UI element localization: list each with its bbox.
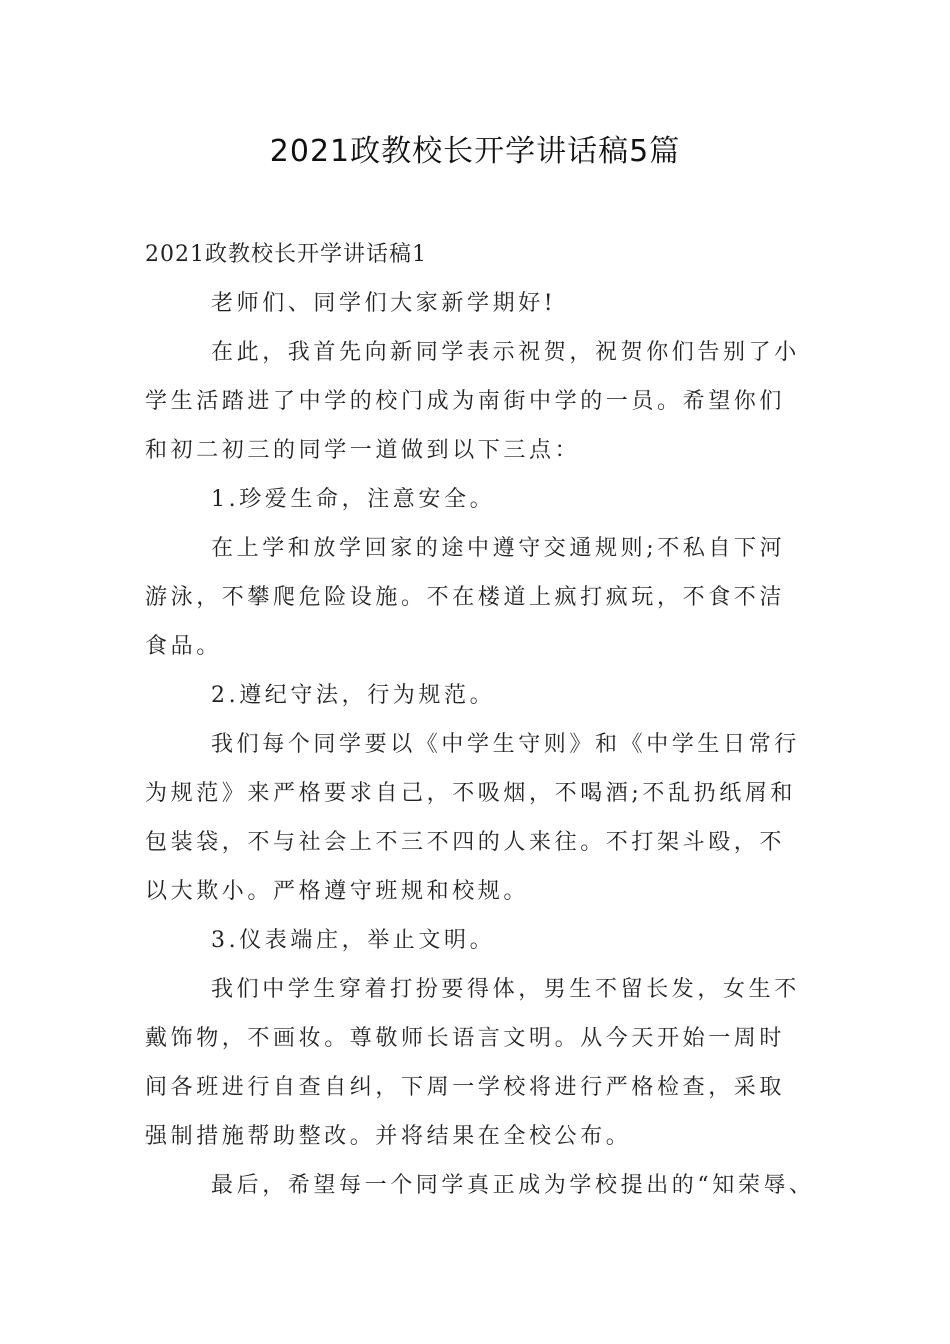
paragraph-closing [145,1161,815,1210]
document-body [145,230,815,1210]
paragraph-safety [145,524,810,671]
paragraph-congratulations [145,328,810,475]
paragraph-line: 包装袋，不与社会上不三不四的人来往。不打架斗殴，不 [145,830,786,855]
paragraph-line: 我们每个同学要以《中学生守则》和《中学生日常行 [211,732,800,757]
paragraph-line: 老师们、同学们大家新学期好! [211,291,557,316]
paragraph-line: 游泳，不攀爬危险设施。不在楼道上疯打疯玩，不食不洁 [145,585,786,610]
point-heading-2 [145,671,810,720]
paragraph-line: 和初二初三的同学一道做到以下三点： [145,438,581,463]
point-heading-3 [145,916,810,965]
paragraph-line: 1.珍爱生命，注意安全。 [211,487,496,512]
paragraph-line: 2.遵纪守法，行为规范。 [211,683,496,708]
document-title: 2021政教校长开学讲话稿5篇 [269,134,681,169]
paragraph-line: 学生活踏进了中学的校门成为南街中学的一员。希望你们 [145,389,786,414]
paragraph-line: 戴饰物，不画妆。尊敬师长语言文明。从今天开始一周时 [145,1026,786,1051]
paragraph-line: 强制措施帮助整改。并将结果在全校公布。 [145,1124,632,1149]
paragraph-line: 最后，希望每一个同学真正成为学校提出的“知荣辱、 [211,1173,815,1198]
paragraph-appearance [145,965,810,1161]
paragraph-line: 为规范》来严格要求自己，不吸烟，不喝酒;不乱扔纸屑和 [145,781,797,806]
paragraph-line: 3.仪表端庄，举止文明。 [211,928,496,953]
paragraph-discipline [145,720,810,916]
paragraph-line: 在上学和放学回家的途中遵守交通规则;不私自下河 [211,536,786,561]
point-heading-1 [145,475,810,524]
paragraph-line: 我们中学生穿着打扮要得体，男生不留长发，女生不 [211,977,800,1002]
paragraph-greeting [145,279,810,328]
paragraph-line: 间各班进行自查自纠，下周一学校将进行严格检查，采取 [145,1075,786,1100]
paragraph-line: 在此，我首先向新同学表示祝贺，祝贺你们告别了小 [211,340,800,365]
section-heading: 2021政教校长开学讲话稿1 [145,242,427,267]
paragraph-line: 食品。 [145,634,222,659]
paragraph-line: 以大欺小。严格遵守班规和校规。 [145,879,530,904]
